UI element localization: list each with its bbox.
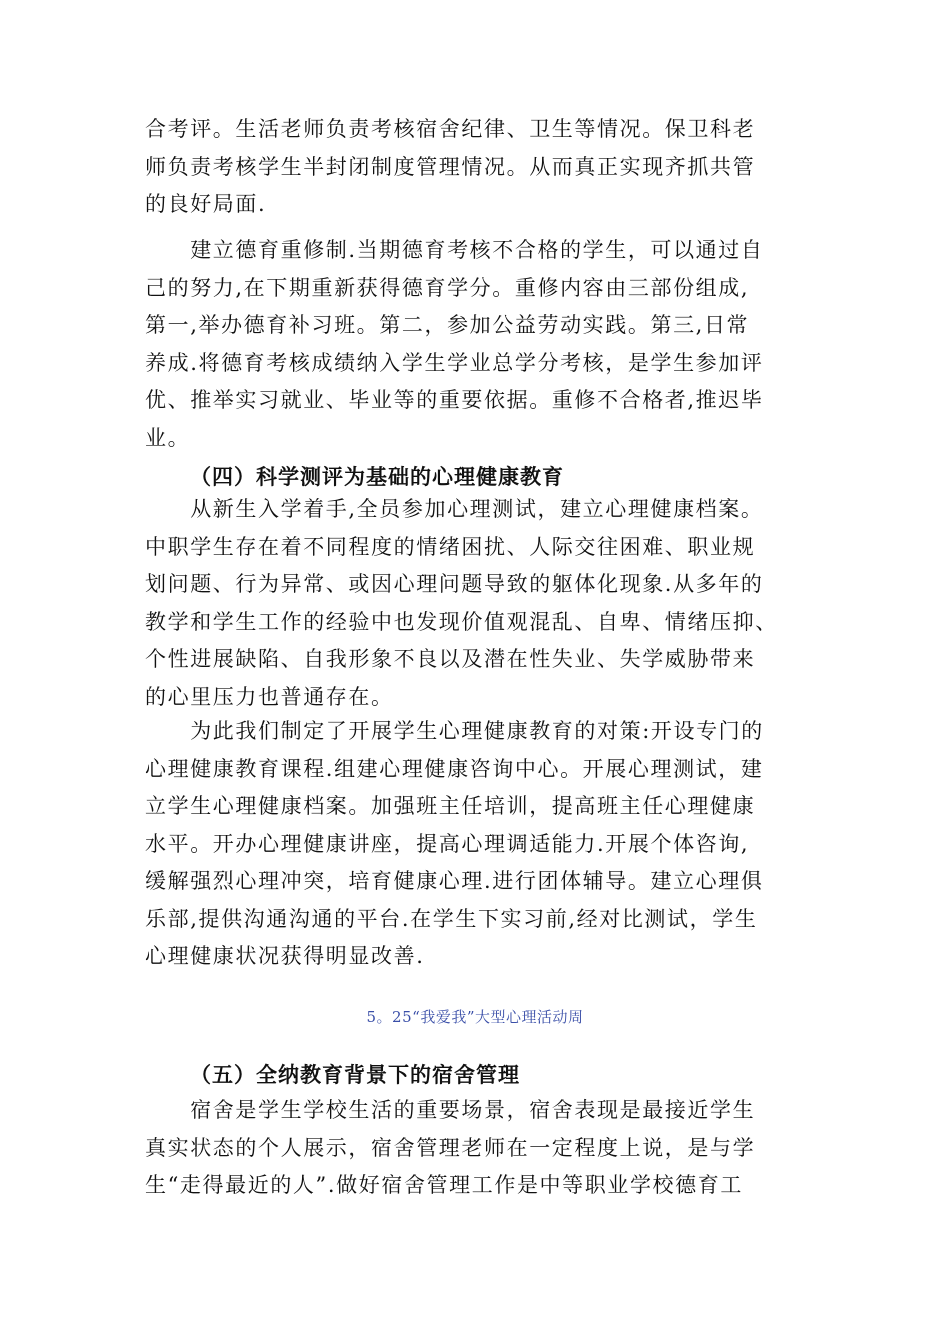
text-line: 中职学生存在着不同程度的情绪困扰、人际交往困难、职业规 xyxy=(145,534,756,559)
paragraph-dormitory xyxy=(145,1092,805,1205)
text-line: 的心里压力也普通存在。 xyxy=(145,684,394,709)
image-caption: 5。25“我爱我”大型心理活动周 xyxy=(366,1008,584,1026)
paragraph-evaluation-duties xyxy=(145,111,805,224)
text-line: 真实状态的个人展示，宿舍管理老师在一定程度上说，是与学 xyxy=(145,1135,756,1160)
text-line: 养成.将德育考核成绩纳入学生学业总学分考核，是学生参加评 xyxy=(145,350,764,375)
text-line: 的良好局面. xyxy=(145,192,267,216)
text-line: 业。 xyxy=(145,425,191,450)
text-line: 宿舍是学生学校生活的重要场景，宿舍表现是最接近学生 xyxy=(145,1098,756,1122)
text-line: 立学生心理健康档案。加强班主任培训，提高班主任心理健康 xyxy=(145,794,756,818)
section-heading-dormitory: （五）全纳教育背景下的宿舍管理 xyxy=(190,1063,520,1087)
paragraph-moral-retake xyxy=(145,232,805,457)
text-line: 合考评。生活老师负责考核宿舍纪律、卫生等情况。保卫科老 xyxy=(145,117,756,141)
text-line: 划问题、行为异常、或因心理问题导致的躯体化现象.从多年的 xyxy=(145,572,764,596)
paragraph-mental-test xyxy=(145,491,805,716)
section-heading-mental-health: （四）科学测评为基础的心理健康教育 xyxy=(190,465,564,489)
text-line: 己的努力,在下期重新获得德育学分。重修内容由三部份组成, xyxy=(145,275,750,300)
text-line: 从新生入学着手,全员参加心理测试，建立心理健康档案。 xyxy=(145,497,764,521)
text-line: 师负责考核学生半封闭制度管理情况。从而真正实现齐抓共管 xyxy=(145,154,756,179)
text-line: 乐部,提供沟通沟通的平台.在学生下实习前,经对比测试，学生 xyxy=(145,906,758,931)
text-line: 生“走得最近的人”.做好宿舍管理工作是中等职业学校德育工 xyxy=(145,1173,743,1197)
text-line: 优、推举实习就业、毕业等的重要依据。重修不合格者,推迟毕 xyxy=(145,388,764,412)
text-line: 水平。开办心理健康讲座，提高心理调适能力.开展个体咨询, xyxy=(145,831,750,856)
text-line: 心理健康教育课程.组建心理健康咨询中心。开展心理测试，建 xyxy=(145,756,764,781)
text-line: 心理健康状况获得明显改善. xyxy=(145,944,425,968)
text-line: 第一,举办德育补习班。第二，参加公益劳动实践。第三,日常 xyxy=(145,313,750,337)
text-line: 教学和学生工作的经验中也发现价值观混乱、自卑、情绪压抑、 xyxy=(145,609,778,634)
text-line: 为此我们制定了开展学生心理健康教育的对策:开设专门的 xyxy=(145,719,764,743)
text-line: 缓解强烈心理冲突，培育健康心理.进行团体辅导。建立心理俱 xyxy=(145,869,764,893)
paragraph-mental-measures xyxy=(145,713,805,976)
text-line: 建立德育重修制.当期德育考核不合格的学生，可以通过自 xyxy=(145,238,764,262)
text-line: 个性进展缺陷、自我形象不良以及潜在性失业、失学威胁带来 xyxy=(145,647,756,671)
